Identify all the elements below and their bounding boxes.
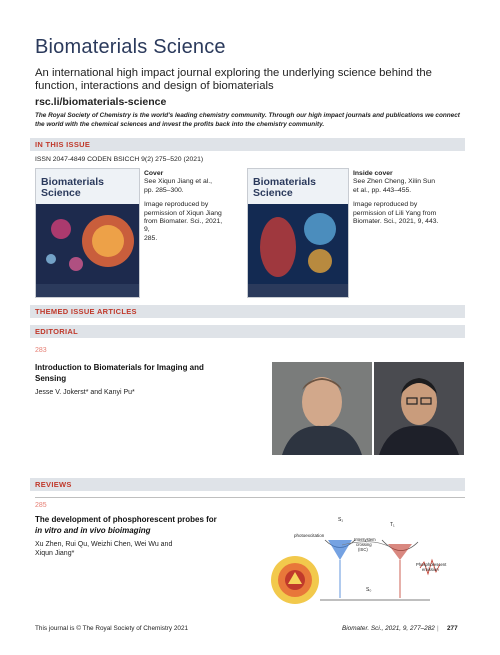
journal-title: Biomaterials Science [35,36,226,58]
section-heading: IN THIS ISSUE [35,140,91,149]
fig-label-s0: S₀ [366,587,372,593]
author-photo-jokerst [272,362,372,455]
inside-cover-see[interactable]: See Zhen Cheng, Xilin Sun [353,178,435,186]
section-bar-editorial [30,325,465,338]
footer-page-number: 277 [447,625,458,632]
cover-credit-4: 285. [144,234,158,242]
inside-cover-thumb-title-2: Science [253,187,293,199]
inside-cover-credit-1: Image reproduced by [353,201,418,209]
fig-label-phos-1: Phosphorescent [416,562,447,567]
issn-line: ISSN 2047-4849 CODEN BSICCH 9(2) 275–520 (2021) [35,156,204,163]
cover-pages: pp. 285–300. [144,186,184,194]
fig-label-s1: S₁ [338,517,344,523]
review-authors [35,540,265,558]
review-graphical-abstract [270,500,465,610]
rsc-mission-statement: The Royal Society of Chemistry is the world's leading chemistry community. Through our high impact journals and publications we connect the world with the chemical sciences and invest the profits back into the chemistry community. [35,112,460,128]
review-title-line-2: in vitro and in vivo bioimaging [35,526,151,535]
fig-label-photoexcitation: photoexcitation [294,533,325,538]
inside-cover-see-2[interactable]: et al., pp. 443–455. [353,186,412,194]
cover-thumb-title-2: Science [41,187,81,199]
editorial-authors: Jesse V. Jokerst* and Kanyi Pu* [35,389,135,396]
cover-see[interactable]: See Xiqun Jiang et al., [144,178,213,186]
editorial-title[interactable] [35,362,265,384]
section-bar-themed [30,305,465,318]
fig-label-isc-2: crossing [356,542,372,547]
footer-separator: | [437,625,439,632]
review-page-number: 285 [35,502,47,509]
divider [35,497,465,498]
section-bar-reviews [30,478,465,491]
cover-credit-3: from Biomater. Sci., 2021, 9, [144,218,223,234]
inside-cover-credit-3: Biomater. Sci., 2021, 9, 443. [353,218,439,226]
editorial-page-number: 283 [35,347,47,354]
fig-label-isc-1: Intersystem [354,537,376,542]
inside-cover-credit-2: permission of Lili Yang from [353,209,437,217]
inside-cover-label: Inside cover [353,170,393,177]
review-title[interactable] [35,514,265,536]
cover-label: Cover [144,170,164,177]
inside-cover-caption [353,170,463,226]
fig-label-t1: T₁ [390,522,395,528]
section-heading: THEMED ISSUE ARTICLES [35,307,137,316]
editorial-title-line-1: Introduction to Biomaterials for Imaging and [35,363,204,372]
cover-thumb-title: Biomaterials [41,176,105,188]
section-bar-in-this-issue [30,138,465,151]
fig-label-phos-2: emission [422,567,439,572]
editorial-title-line-2: Sensing [35,374,67,383]
section-heading: EDITORIAL [35,327,78,336]
review-authors-line-1: Xu Zhen, Rui Qu, Weizhi Chen, Wei Wu and [35,541,173,548]
cover-illustration [36,169,139,297]
review-title-line-1: The development of phosphorescent probes for [35,515,217,524]
inside-cover-thumb-title: Biomaterials [253,176,317,188]
footer-copyright: This journal is © The Royal Society of Chemistry 2021 [35,625,189,632]
fig-label-isc-3: (ISC) [358,547,368,552]
review-authors-line-2: Xiqun Jiang* [35,550,75,557]
journal-subtitle: An international high impact journal exploring the underlying science behind the function, interactions and design of biomaterials [35,67,432,92]
cover-image [35,168,140,298]
inside-cover-image [247,168,349,298]
section-heading: REVIEWS [35,480,72,489]
author-photo-jokerst-svg [272,362,372,455]
cover-credit-2: permission of Xiqun Jiang [144,209,222,217]
author-photo-pu [374,362,464,455]
cover-credit-1: Image reproduced by [144,201,209,209]
footer-citation: Biomater. Sci., 2021, 9, 277–282 [342,625,435,632]
author-photo-pu-svg [374,362,464,455]
cover-caption [144,170,224,243]
journal-link[interactable]: rsc.li/biomaterials-science [35,96,167,108]
nanoparticle-diagram [271,556,319,604]
inside-cover-illustration [248,169,348,297]
